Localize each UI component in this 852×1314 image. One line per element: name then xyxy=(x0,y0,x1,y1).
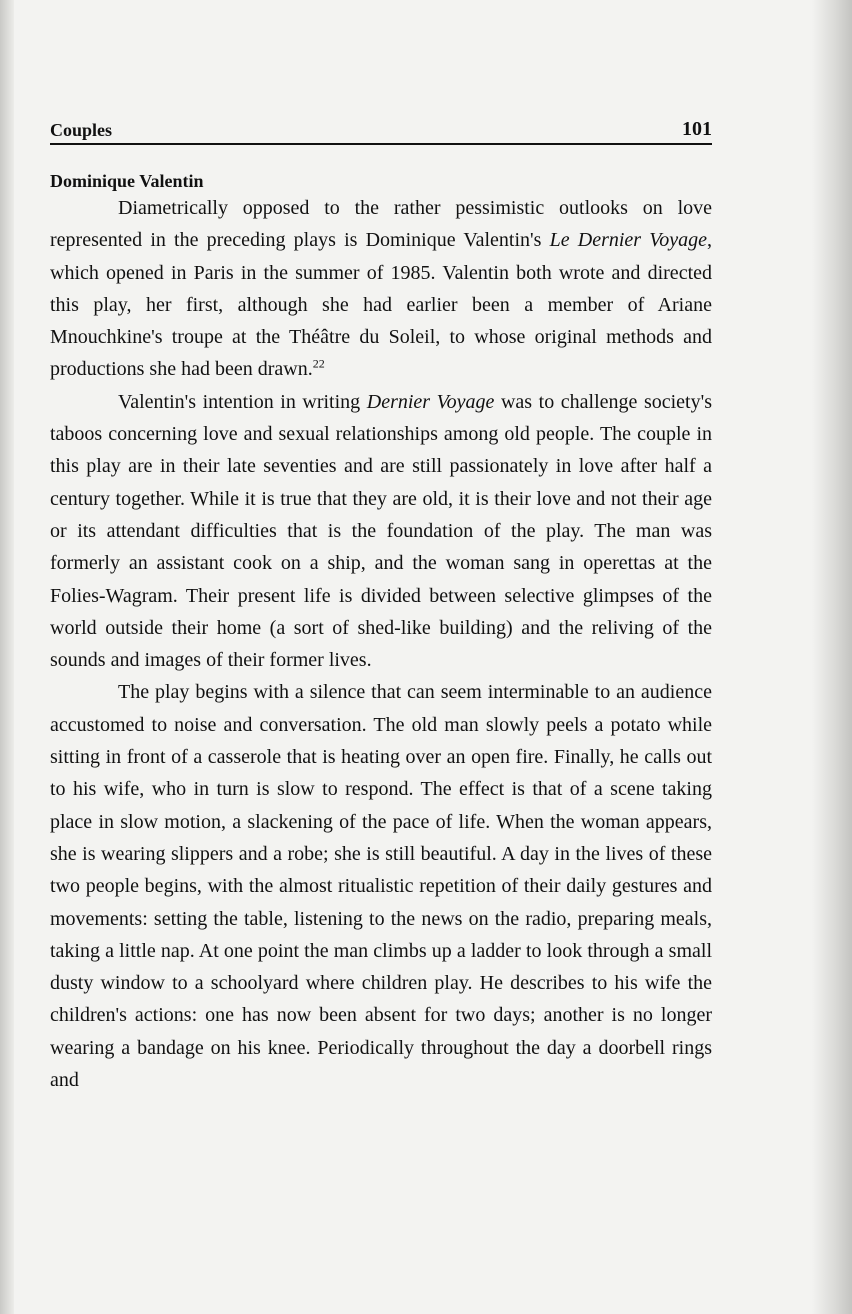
play-title-italic: Le Dernier Voyage xyxy=(549,229,708,252)
paragraph-1-text-a: Diametrically opposed to the rather pessimistic outlooks on love represented in the preceding plays is Dominique Valentin's xyxy=(50,197,712,252)
paragraph-1-text-b: , which opened in Paris in the summer of 1985. Valentin both wrote and directed this play, her first, although she had earlier been a member of Ariane Mnouchkine's troupe at the Théâtre du Soleil, to whose original methods and productions she had been drawn. xyxy=(50,229,713,381)
running-header xyxy=(50,118,712,145)
scan-left-edge-shadow xyxy=(0,0,14,1314)
paragraph-1 xyxy=(50,192,712,386)
page-number: 101 xyxy=(682,118,712,140)
paragraph-2 xyxy=(50,386,712,677)
running-title: Couples xyxy=(50,120,113,140)
section-heading: Dominique Valentin xyxy=(50,171,204,191)
play-title-italic-short: Dernier Voyage xyxy=(366,390,495,413)
footnote-marker: 22 xyxy=(312,356,325,371)
scan-right-edge-shadow xyxy=(812,0,852,1314)
paragraph-3: The play begins with a silence that can seem interminable to an audience accustomed to noise and conversation. The old man slowly peels a potato while sitting in front of a casserole that is heating over an open fire. Finally, he calls out to his wife, who in turn is slow to respond. The effect is that of a scene taking place in slow motion, a slackening of the pace of life. When the woman appears, she is wearing slippers and a robe; she is still beautiful. A day in the lives of these two people begins, with the almost ritualistic repetition of their daily gestures and movements: setting the table, listening to the news on the radio, preparing meals, taking a little nap. At one point the man climbs up a ladder to look through a small dusty window to a schoolyard where children play. He describes to his wife the children's actions: one has now been absent for two days; another is no longer wearing a bandage on his knee. Periodically throughout the day a doorbell rings and xyxy=(50,681,712,1092)
paragraph-2-text-b: was to challenge society's taboos concerning love and sexual relationships among old people. The couple in this play are in their late seventies and are still passionately in love after half a century together. While it is true that they are old, it is their love and not their age or its attendant difficulties that is the foundation of the play. The man was formerly an assistant cook on a ship, and the woman sang in operettas at the Folies-Wagram. Their present life is divided between selective glimpses of the world outside their home (a sort of shed-like building) and the reliving of the sounds and images of their former lives. xyxy=(50,390,712,672)
paragraph-2-text-a: Valentin's intention in writing xyxy=(118,390,367,413)
book-page xyxy=(50,118,712,1096)
